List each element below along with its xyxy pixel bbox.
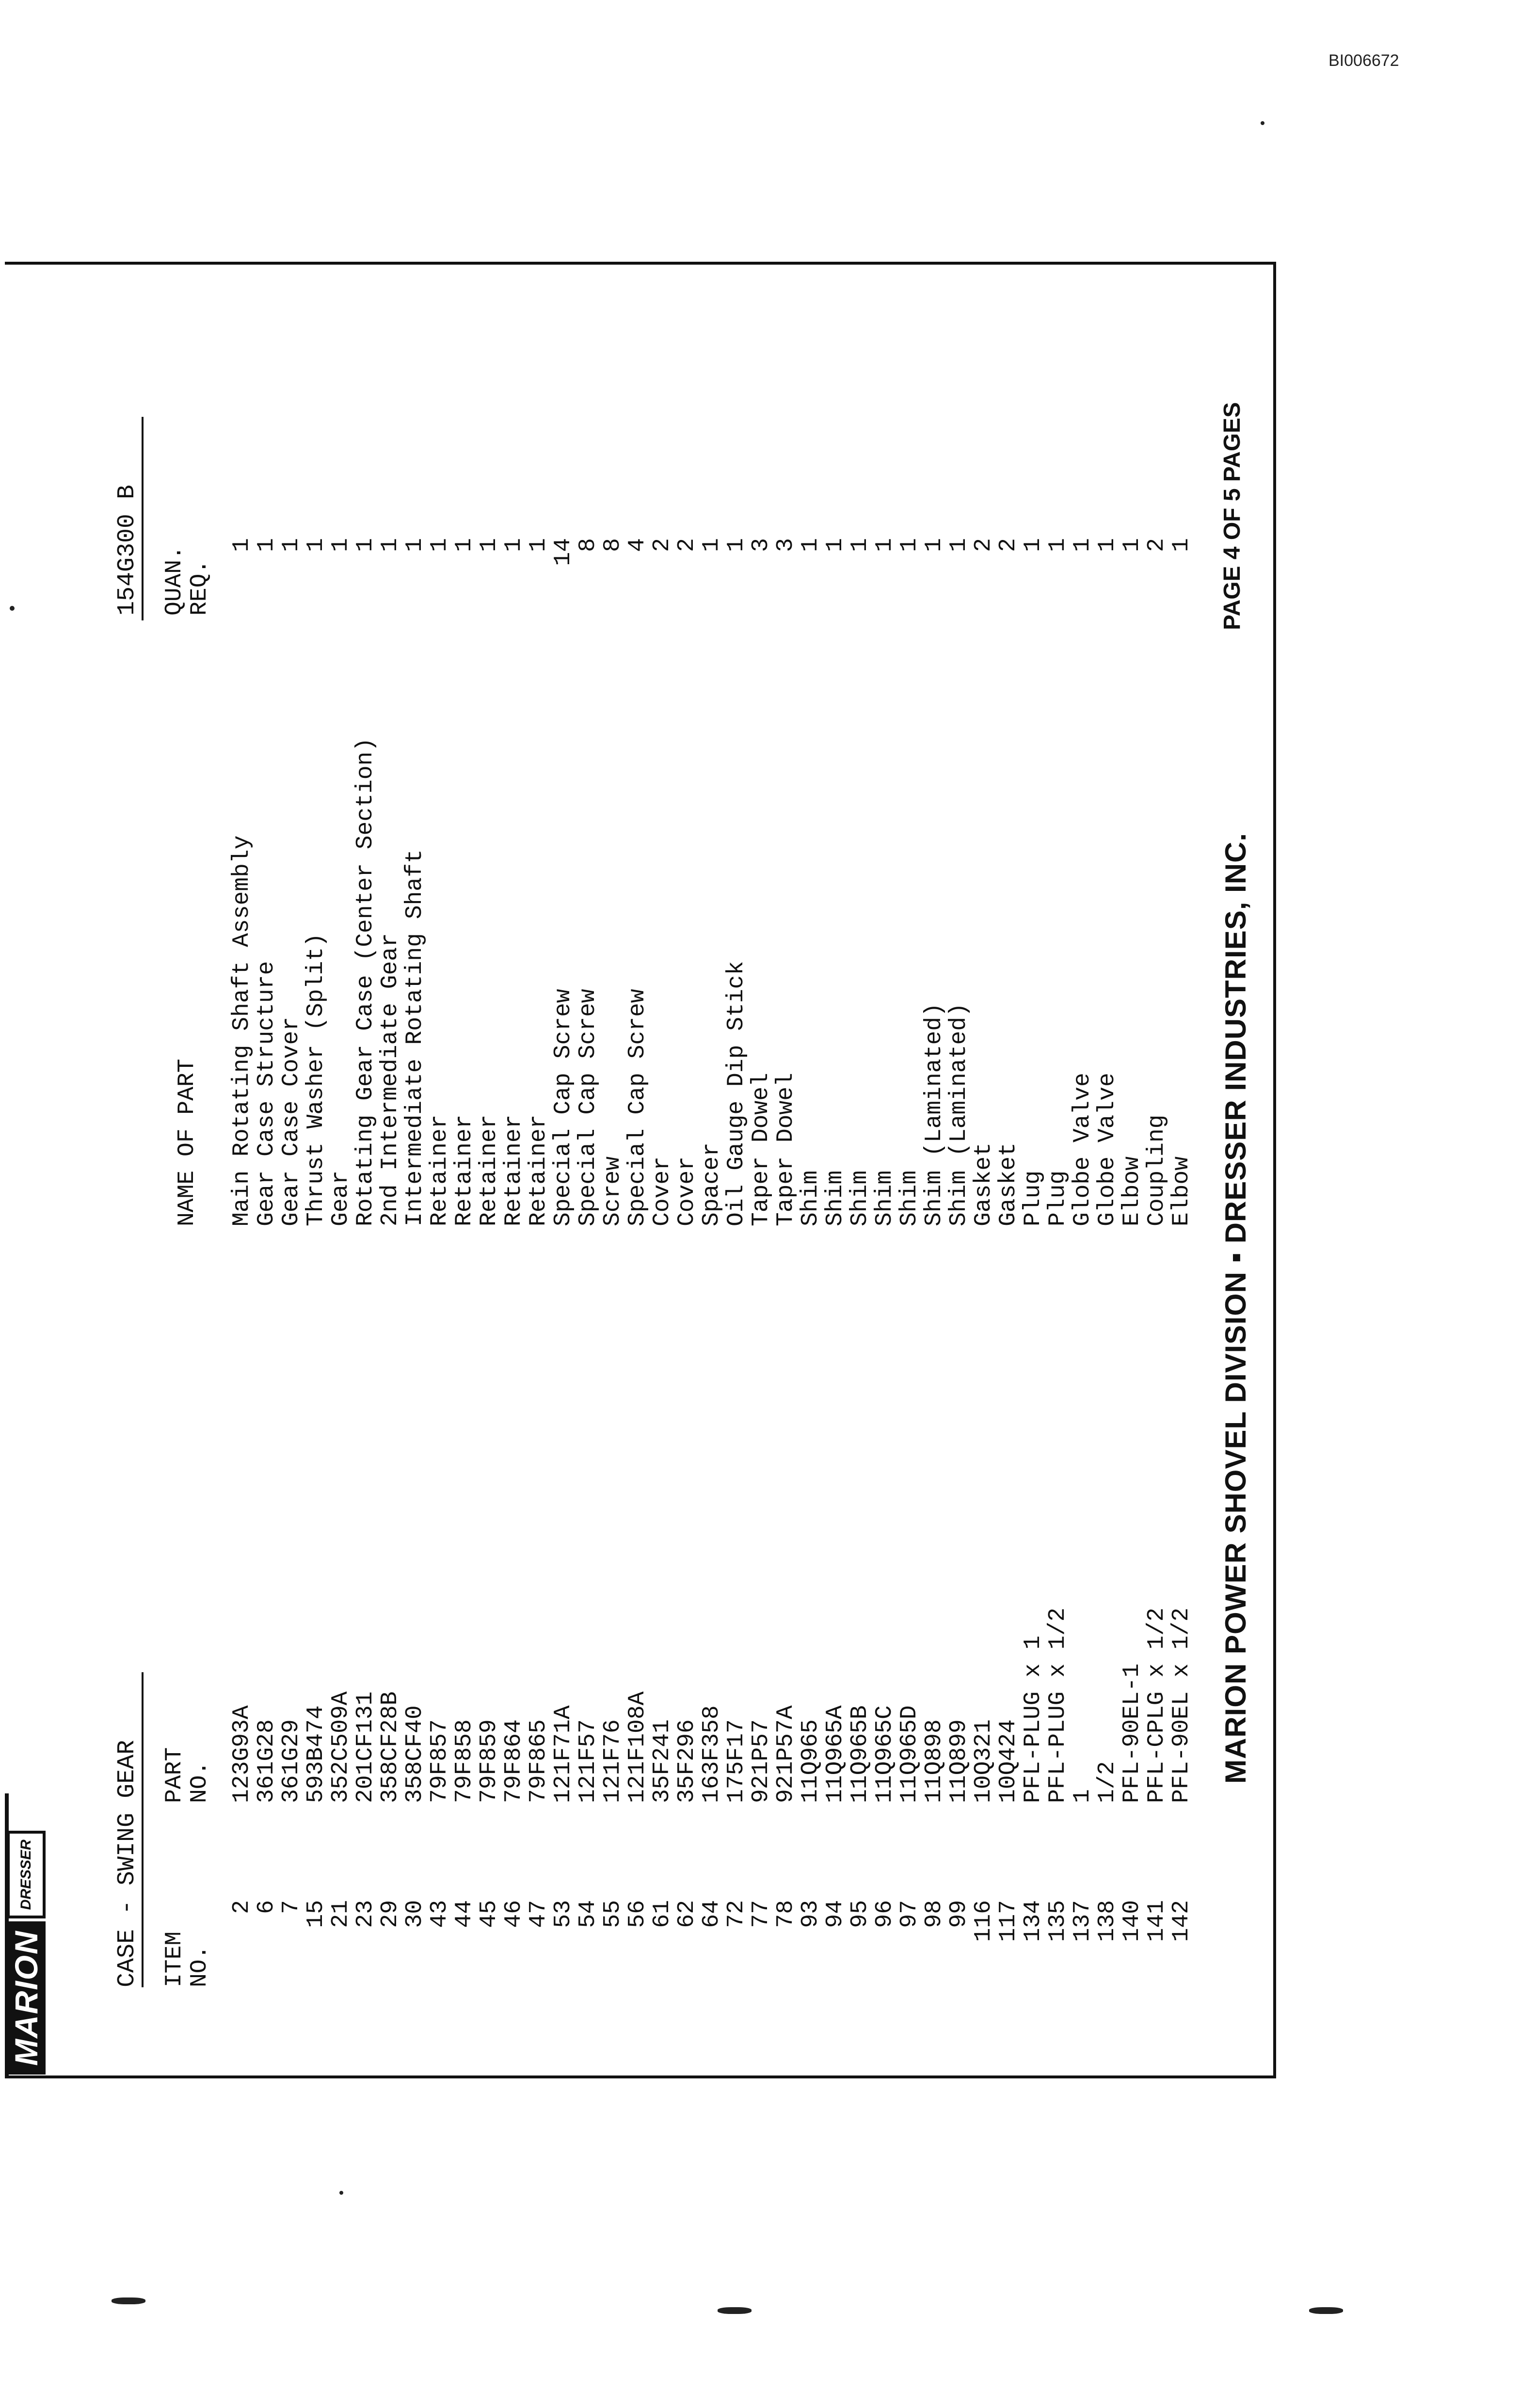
item-no-cell: 97 <box>896 1900 923 1928</box>
quantity-cell: 2 <box>674 538 700 552</box>
part-name-cell: Retainer <box>526 1114 552 1226</box>
quantity-cell: 1 <box>921 538 947 552</box>
quantity-cell: 1 <box>1168 538 1195 552</box>
part-no-cell: PFL-PLUG x 1 <box>1020 1635 1046 1803</box>
marion-dresser-logo <box>7 1784 46 2075</box>
table-row <box>897 291 922 2075</box>
table-row <box>922 291 947 2075</box>
part-name-cell: Shim (Laminated) <box>921 1003 947 1226</box>
part-name-cell: Shim <box>872 1170 898 1226</box>
part-name-cell: Gasket <box>995 1142 1022 1226</box>
quantity-cell: 1 <box>254 538 280 552</box>
part-no-cell: PFL-CPLG x 1/2 <box>1144 1607 1170 1803</box>
parts-table-body <box>230 291 1194 2075</box>
part-no-cell: 11Q899 <box>946 1719 972 1803</box>
part-no-cell: PFL-PLUG x 1/2 <box>1045 1607 1071 1803</box>
part-name-cell: Gear <box>328 1170 354 1226</box>
item-no-cell: 43 <box>427 1900 453 1928</box>
quantity-cell: 1 <box>451 538 478 552</box>
quantity-cell: 1 <box>896 538 923 552</box>
part-no-cell: 11Q965C <box>872 1705 898 1803</box>
item-no-cell: 138 <box>1094 1900 1120 1942</box>
sheet-title: CASE - SWING GEAR <box>113 1740 141 1987</box>
part-name-cell: Cover <box>649 1156 675 1226</box>
part-name-cell: Shim <box>798 1170 824 1226</box>
quantity-cell: 1 <box>352 538 379 552</box>
quantity-cell: 3 <box>773 538 799 552</box>
item-no-cell: 15 <box>303 1900 329 1928</box>
table-row <box>947 291 972 2075</box>
quantity-cell: 1 <box>1119 538 1145 552</box>
item-no-cell: 47 <box>526 1900 552 1928</box>
part-no-cell: 121F108A <box>624 1691 651 1803</box>
quantity-cell: 1 <box>1045 538 1071 552</box>
part-no-cell: 11Q965B <box>847 1705 873 1803</box>
table-row <box>255 291 279 2075</box>
part-name-cell: Globe Valve <box>1094 1073 1120 1226</box>
part-no-cell: 11Q965A <box>822 1705 848 1803</box>
table-row <box>873 291 897 2075</box>
quantity-cell: 2 <box>971 538 997 552</box>
item-no-cell: 53 <box>550 1900 576 1928</box>
table-row <box>304 291 329 2075</box>
item-no-cell: 56 <box>624 1900 651 1928</box>
part-no-cell: 121F57 <box>575 1719 601 1803</box>
item-no-cell: 54 <box>575 1900 601 1928</box>
quantity-cell: 1 <box>377 538 403 552</box>
part-no-cell: 11Q965 <box>798 1719 824 1803</box>
title-underline <box>142 1672 144 1987</box>
table-row <box>527 291 551 2075</box>
table-row <box>799 291 823 2075</box>
quantity-cell: 1 <box>723 538 750 552</box>
part-name-cell: Retainer <box>451 1114 478 1226</box>
part-no-cell: 1/2 <box>1094 1761 1120 1803</box>
item-no-cell: 72 <box>723 1900 750 1928</box>
quantity-cell: 1 <box>699 538 725 552</box>
item-no-cell: 99 <box>946 1900 972 1928</box>
table-row <box>477 291 502 2075</box>
page-indicator: PAGE 4 OF 5 PAGES <box>1219 402 1245 630</box>
item-no-cell: 6 <box>254 1900 280 1914</box>
quantity-cell: 1 <box>847 538 873 552</box>
item-no-cell: 95 <box>847 1900 873 1928</box>
quantity-cell: 3 <box>748 538 774 552</box>
parts-list-sheet <box>7 291 1287 2075</box>
table-row <box>848 291 873 2075</box>
table-row <box>551 291 576 2075</box>
part-name-cell: Taper Dowel <box>773 1073 799 1226</box>
part-no-cell: 358CF28B <box>377 1691 403 1803</box>
item-no-cell: 141 <box>1144 1900 1170 1942</box>
table-row <box>972 291 996 2075</box>
table-row <box>279 291 304 2075</box>
table-row <box>353 291 378 2075</box>
part-no-cell: 1 <box>1070 1789 1096 1803</box>
quantity-cell: 1 <box>1020 538 1046 552</box>
quantity-cell: 2 <box>1144 538 1170 552</box>
table-row <box>1120 291 1145 2075</box>
part-name-cell: Cover <box>674 1156 700 1226</box>
part-no-cell: 121F71A <box>550 1705 576 1803</box>
table-row <box>700 291 724 2075</box>
quantity-cell: 1 <box>278 538 304 552</box>
quantity-cell: 2 <box>995 538 1022 552</box>
item-no-cell: 7 <box>278 1900 304 1914</box>
scan-speck <box>112 2297 145 2304</box>
quantity-cell: 1 <box>1070 538 1096 552</box>
part-no-cell: 163F358 <box>699 1705 725 1803</box>
item-no-cell: 61 <box>649 1900 675 1928</box>
item-no-cell: 134 <box>1020 1900 1046 1942</box>
part-no-cell: 175F17 <box>723 1719 750 1803</box>
table-row <box>230 291 255 2075</box>
quantity-cell: 1 <box>872 538 898 552</box>
quantity-cell: 2 <box>649 538 675 552</box>
part-no-cell: 361G29 <box>278 1719 304 1803</box>
part-name-cell: Shim (Laminated) <box>946 1003 972 1226</box>
logo-dresser-text: DRESSER <box>7 1831 46 1918</box>
part-no-cell: 123G93A <box>229 1705 255 1803</box>
table-row <box>996 291 1021 2075</box>
quantity-cell: 1 <box>303 538 329 552</box>
table-row <box>576 291 601 2075</box>
part-no-cell: 10Q321 <box>971 1719 997 1803</box>
table-row <box>502 291 527 2075</box>
item-no-cell: 135 <box>1045 1900 1071 1942</box>
quantity-cell: 1 <box>526 538 552 552</box>
part-no-cell: PFL-90EL x 1/2 <box>1168 1607 1195 1803</box>
item-no-cell: 29 <box>377 1900 403 1928</box>
quantity-cell: 1 <box>402 538 428 552</box>
quantity-cell: 1 <box>501 538 527 552</box>
table-row <box>601 291 625 2075</box>
part-no-cell: 121F76 <box>600 1719 626 1803</box>
quantity-cell: 1 <box>1094 538 1120 552</box>
part-no-cell: 79F865 <box>526 1719 552 1803</box>
part-no-cell: 79F864 <box>501 1719 527 1803</box>
part-name-cell: Special Cap Screw <box>575 989 601 1226</box>
scan-speck <box>339 2191 343 2195</box>
part-no-cell: 35F241 <box>649 1719 675 1803</box>
part-no-cell: PFL-90EL-1 <box>1119 1663 1145 1803</box>
quantity-cell: 1 <box>229 538 255 552</box>
part-name-cell: Special Cap Screw <box>550 989 576 1226</box>
part-name-cell: Gear Case Cover <box>278 1016 304 1226</box>
quantity-cell: 1 <box>798 538 824 552</box>
part-no-cell: 79F859 <box>476 1719 502 1803</box>
table-row <box>1021 291 1046 2075</box>
table-row <box>378 291 403 2075</box>
part-no-cell: 201CF131 <box>352 1691 379 1803</box>
page-id: BI006672 <box>1328 51 1399 70</box>
part-name-cell: Taper Dowel <box>748 1073 774 1226</box>
table-row <box>1046 291 1071 2075</box>
table-row <box>1071 291 1095 2075</box>
item-no-header: ITEM NO. <box>161 1931 213 1987</box>
item-no-cell: 55 <box>600 1900 626 1928</box>
item-no-cell: 94 <box>822 1900 848 1928</box>
part-no-cell: 79F858 <box>451 1719 478 1803</box>
scan-speck <box>1261 121 1264 125</box>
table-row <box>1145 291 1169 2075</box>
part-name-cell: Gasket <box>971 1142 997 1226</box>
table-row <box>675 291 700 2075</box>
quantity-cell: 1 <box>822 538 848 552</box>
item-no-cell: 64 <box>699 1900 725 1928</box>
part-name-cell: Elbow <box>1168 1156 1195 1226</box>
part-no-cell: 11Q965D <box>896 1705 923 1803</box>
part-name-cell: Shim <box>896 1170 923 1226</box>
part-name-cell: Elbow <box>1119 1156 1145 1226</box>
item-no-cell: 98 <box>921 1900 947 1928</box>
part-name-cell: Main Rotating Shaft Assembly <box>229 835 255 1226</box>
item-no-cell: 2 <box>229 1900 255 1914</box>
item-no-cell: 77 <box>748 1900 774 1928</box>
part-name-cell: Retainer <box>476 1114 502 1226</box>
part-name-cell: Spacer <box>699 1142 725 1226</box>
quantity-cell: 1 <box>946 538 972 552</box>
table-row <box>749 291 774 2075</box>
quantity-cell: 4 <box>624 538 651 552</box>
name-of-part-header: NAME OF PART <box>174 1059 200 1226</box>
part-name-cell: Intermediate Rotating Shaft <box>402 849 428 1226</box>
part-no-cell: 921P57A <box>773 1705 799 1803</box>
part-name-cell: Gear Case Structure <box>254 961 280 1226</box>
item-no-cell: 78 <box>773 1900 799 1928</box>
part-no-cell: 358CF40 <box>402 1705 428 1803</box>
part-name-cell: Thrust Washer (Split) <box>303 933 329 1226</box>
item-no-cell: 93 <box>798 1900 824 1928</box>
item-no-cell: 62 <box>674 1900 700 1928</box>
part-name-cell: Retainer <box>501 1114 527 1226</box>
table-row <box>1095 291 1120 2075</box>
logo-marion-text: MARION <box>7 1921 46 2075</box>
table-row <box>1169 291 1194 2075</box>
item-no-cell: 96 <box>872 1900 898 1928</box>
item-no-cell: 44 <box>451 1900 478 1928</box>
item-no-cell: 117 <box>995 1900 1022 1942</box>
sheet-footer <box>1219 291 1258 2075</box>
part-name-cell: Coupling <box>1144 1114 1170 1226</box>
quantity-cell: 14 <box>550 538 576 566</box>
part-no-cell: 11Q898 <box>921 1719 947 1803</box>
item-no-cell: 23 <box>352 1900 379 1928</box>
part-name-cell: Shim <box>822 1170 848 1226</box>
part-no-cell: 79F857 <box>427 1719 453 1803</box>
quantity-cell: 1 <box>476 538 502 552</box>
quantity-required-header: QUAN. REQ. <box>161 545 213 616</box>
part-no-cell: 361G28 <box>254 1719 280 1803</box>
quantity-cell: 8 <box>600 538 626 552</box>
part-name-cell: Screw <box>600 1156 626 1226</box>
table-row <box>452 291 477 2075</box>
item-no-cell: 137 <box>1070 1900 1096 1942</box>
table-row <box>329 291 353 2075</box>
company-name: MARION POWER SHOVEL DIVISION ▪ DRESSER INDUSTRIES, INC. <box>1219 832 1252 1784</box>
item-no-cell: 46 <box>501 1900 527 1928</box>
item-no-cell: 21 <box>328 1900 354 1928</box>
item-no-cell: 116 <box>971 1900 997 1942</box>
quantity-cell: 1 <box>427 538 453 552</box>
item-no-cell: 142 <box>1168 1900 1195 1942</box>
part-no-header: PART NO. <box>161 1747 213 1803</box>
scan-speck <box>718 2307 752 2314</box>
item-no-cell: 140 <box>1119 1900 1145 1942</box>
scan-speck <box>1309 2307 1343 2314</box>
part-no-cell: 352C509A <box>328 1691 354 1803</box>
table-row <box>774 291 799 2075</box>
quantity-cell: 1 <box>328 538 354 552</box>
part-name-cell: Plug <box>1045 1170 1071 1226</box>
part-name-cell: Oil Gauge Dip Stick <box>723 961 750 1226</box>
part-no-cell: 35F296 <box>674 1719 700 1803</box>
part-no-cell: 593B474 <box>303 1705 329 1803</box>
part-no-cell: 921P57 <box>748 1719 774 1803</box>
part-name-cell: Special Cap Screw <box>624 989 651 1226</box>
quantity-cell: 8 <box>575 538 601 552</box>
document-number: 154G300 B <box>113 484 141 616</box>
part-name-cell: Plug <box>1020 1170 1046 1226</box>
item-no-cell: 45 <box>476 1900 502 1928</box>
part-name-cell: Rotating Gear Case (Center Section) <box>352 737 379 1226</box>
part-name-cell: 2nd Intermediate Gear <box>377 933 403 1226</box>
table-row <box>724 291 749 2075</box>
table-row <box>428 291 452 2075</box>
table-row <box>403 291 428 2075</box>
document-number-underline <box>142 417 144 620</box>
part-name-cell: Shim <box>847 1170 873 1226</box>
part-name-cell: Retainer <box>427 1114 453 1226</box>
table-row <box>650 291 675 2075</box>
table-row <box>625 291 650 2075</box>
table-row <box>823 291 848 2075</box>
part-no-cell: 10Q424 <box>995 1719 1022 1803</box>
part-name-cell: Globe Valve <box>1070 1073 1096 1226</box>
item-no-cell: 30 <box>402 1900 428 1928</box>
